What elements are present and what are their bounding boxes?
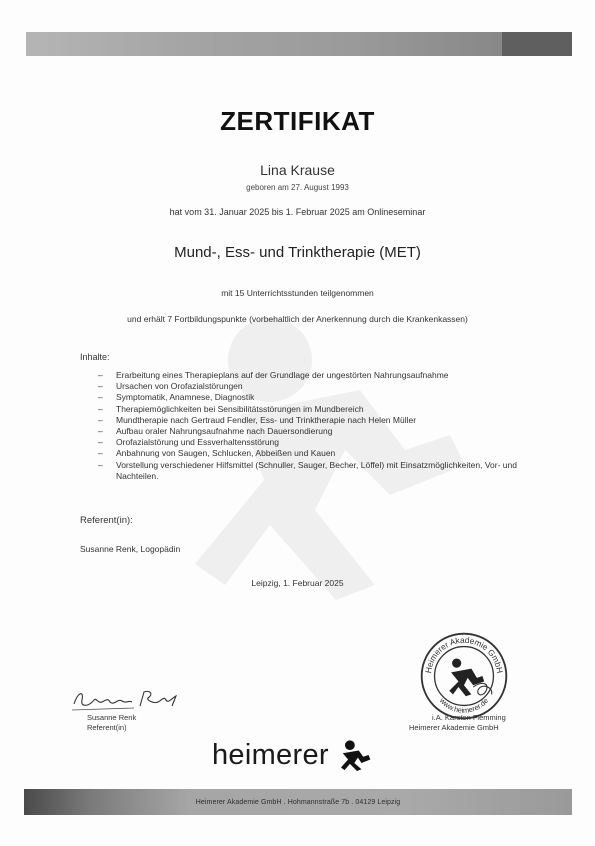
dash-bullet: – [98, 381, 103, 392]
topic-item [98, 392, 518, 403]
topic-item [98, 460, 518, 482]
dash-bullet: – [98, 448, 103, 459]
dash-bullet: – [98, 437, 103, 448]
topic-text: Aufbau oraler Nahrungsaufnahme nach Dauersondierung [116, 426, 333, 437]
brand-wordmark: heimerer [212, 738, 329, 771]
referent-signature [70, 684, 190, 714]
teaching-hours: mit 15 Unterrichtsstunden teilgenommen [221, 288, 374, 298]
company-stamp [418, 630, 510, 722]
right-signer-org: Heimerer Akademie GmbH [409, 723, 499, 732]
dash-bullet: – [98, 414, 103, 425]
topic-text: Erarbeitung eines Therapieplans auf der Grundlage der ungestörten Nahrungsaufnahme [116, 370, 449, 380]
dash-bullet: – [98, 426, 103, 437]
topic-item [98, 381, 518, 392]
topic-item [98, 370, 518, 381]
header-band [26, 32, 572, 56]
certificate-title: ZERTIFIKAT [220, 106, 375, 136]
referent-name: Susanne Renk, Logopädin [80, 544, 181, 554]
left-signer-role: Referent(in) [87, 723, 127, 732]
topic-text: Mundtherapie nach Gertraud Fendler, Ess- und Trinktherapie nach Helen Müller [116, 414, 417, 425]
topic-item [98, 415, 518, 426]
topics-list [98, 370, 518, 482]
referent-label: Referent(in): [80, 515, 133, 526]
attendance-statement: hat vom 31. Januar 2025 bis 1. Februar 2025 am Onlineseminar [169, 207, 426, 217]
footer-address: Heimerer Akademie GmbH . Hohmannstraße 7b . 04129 Leipzig [195, 798, 401, 806]
topic-item [98, 404, 518, 415]
topic-text: Symptomatik, Anamnese, Diagnostik [116, 392, 255, 403]
brand-logo [212, 738, 375, 772]
topic-item [98, 437, 518, 448]
dash-bullet: – [98, 370, 103, 380]
contents-label: Inhalte: [80, 352, 110, 362]
course-title: Mund-, Ess- und Trinktherapie (MET) [174, 244, 421, 261]
heimerer-runner-logo-icon [339, 739, 375, 771]
footer-band [24, 789, 572, 815]
dash-bullet: – [98, 403, 103, 414]
right-signer-name: i.A. Karsten Flemming [432, 713, 506, 722]
svg-text:Heimerer Akademie GmbH: Heimerer Akademie GmbH [423, 635, 505, 674]
topic-item [98, 426, 518, 437]
participant-name: Lina Krause [260, 162, 335, 178]
topic-text: Therapiemöglichkeiten bei Sensibilitätsstörungen im Mundbereich [116, 403, 364, 414]
left-signer-name: Susanne Renk [87, 713, 137, 722]
svg-text:www.heimerer.de: www.heimerer.de [437, 696, 491, 715]
topic-text: Ursachen von Orofazialstörungen [116, 381, 243, 392]
topic-item [98, 448, 518, 459]
training-points: und erhält 7 Fortbildungspunkte (vorbehaltlich der Anerkennung durch die Krankenkassen) [127, 314, 468, 324]
birth-date: geboren am 27. August 1993 [246, 183, 349, 192]
dash-bullet: – [98, 392, 103, 403]
dash-bullet: – [98, 459, 103, 470]
topic-text: Vorstellung verschiedener Hilfsmittel (Schnuller, Sauger, Becher, Löffel) mit Einsatzmöglichkeiten, Vor- und Nachteilen. [116, 459, 517, 481]
topic-text: Orofazialstörung und Essverhaltensstörung [116, 437, 280, 448]
topic-text: Anbahnung von Saugen, Schlucken, Abbeißen und Kauen [116, 448, 336, 459]
place-date: Leipzig, 1. Februar 2025 [251, 578, 344, 588]
